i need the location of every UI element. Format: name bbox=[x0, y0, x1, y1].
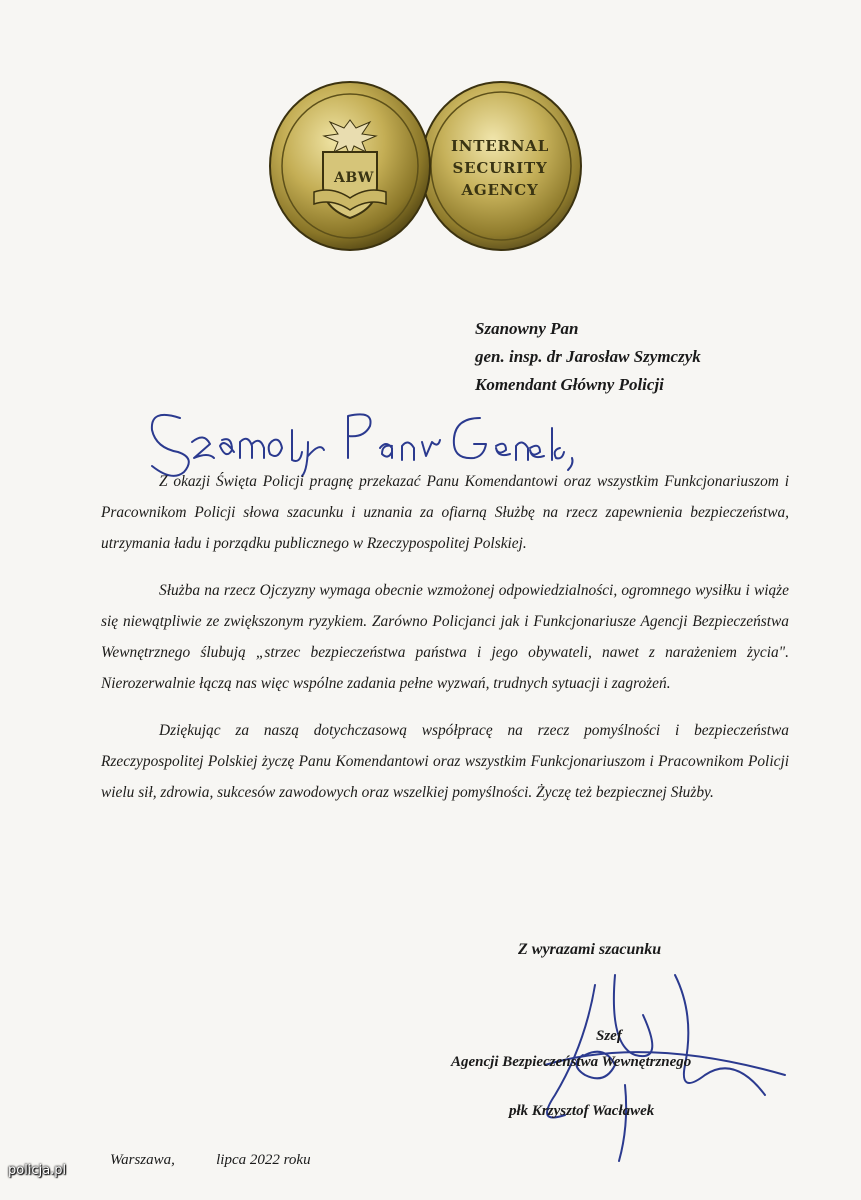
signatory-name: płk Krzysztof Wacławek bbox=[509, 1103, 655, 1119]
body-paragraph-2: Służba na rzecz Ojczyzny wymaga obecnie wzmożonej odpowiedzialności, ogromnego wysiłku i wiąże się niewątpliwie ze zwiększonym ryzykiem. Zarówno Policjanci jak i Funkcjonariusze Agencji Bezpieczeństwa Wewnętrznego ślubują „strzec bezpieczeństwa państwa i jego obywateli, nawet z narażeniem życia". Nierozerwalnie łączą nas więc wspólne zadania pełne wyzwań, trudnych sytuacji i zagrożeń. bbox=[101, 582, 789, 692]
medal-agency-text: INTERNAL SECURITY AGENCY bbox=[450, 137, 550, 199]
source-watermark: policja.pl bbox=[8, 1163, 67, 1178]
signatory-agency: Agencji Bezpieczeństwa Wewnętrznego bbox=[451, 1054, 692, 1070]
letter-body bbox=[101, 466, 789, 824]
body-paragraph-1: Z okazji Święta Policji pragnę przekazać Panu Komendantowi oraz wszystkim Funkcjonariuszom i Pracownikom Policji słowa szacunku i uznania za ofiarną Służbę na rzecz zapewnienia bezpieczeństwa, utrzymania ładu i porządku publicznego w Rzeczypospolitej Polskiej. bbox=[101, 473, 789, 552]
medal-abw-text: ABW bbox=[334, 170, 374, 186]
closing-phrase: Z wyrazami szacunku bbox=[518, 941, 662, 958]
recipient-position: Komendant Główny Policji bbox=[475, 375, 664, 394]
signatory-title: Szef bbox=[596, 1028, 622, 1044]
recipient-name: gen. insp. dr Jarosław Szymczyk bbox=[475, 347, 701, 366]
place-and-date: Warszawa, lipca 2022 roku bbox=[110, 1152, 311, 1168]
recipient-block bbox=[475, 315, 701, 399]
recipient-salutation: Szanowny Pan bbox=[475, 319, 579, 338]
body-paragraph-3: Dziękując za naszą dotychczasową współpracę na rzecz pomyślności i bezpieczeństwa Rzeczypospolitej Polskiej życzę Panu Komendantowi oraz wszystkim Funkcjonariuszom i Pracownikom Policji wielu sił, zdrowia, sukcesów zawodowych oraz wszelkiej pomyślności. Życzę też bezpiecznej Służby. bbox=[101, 722, 789, 801]
